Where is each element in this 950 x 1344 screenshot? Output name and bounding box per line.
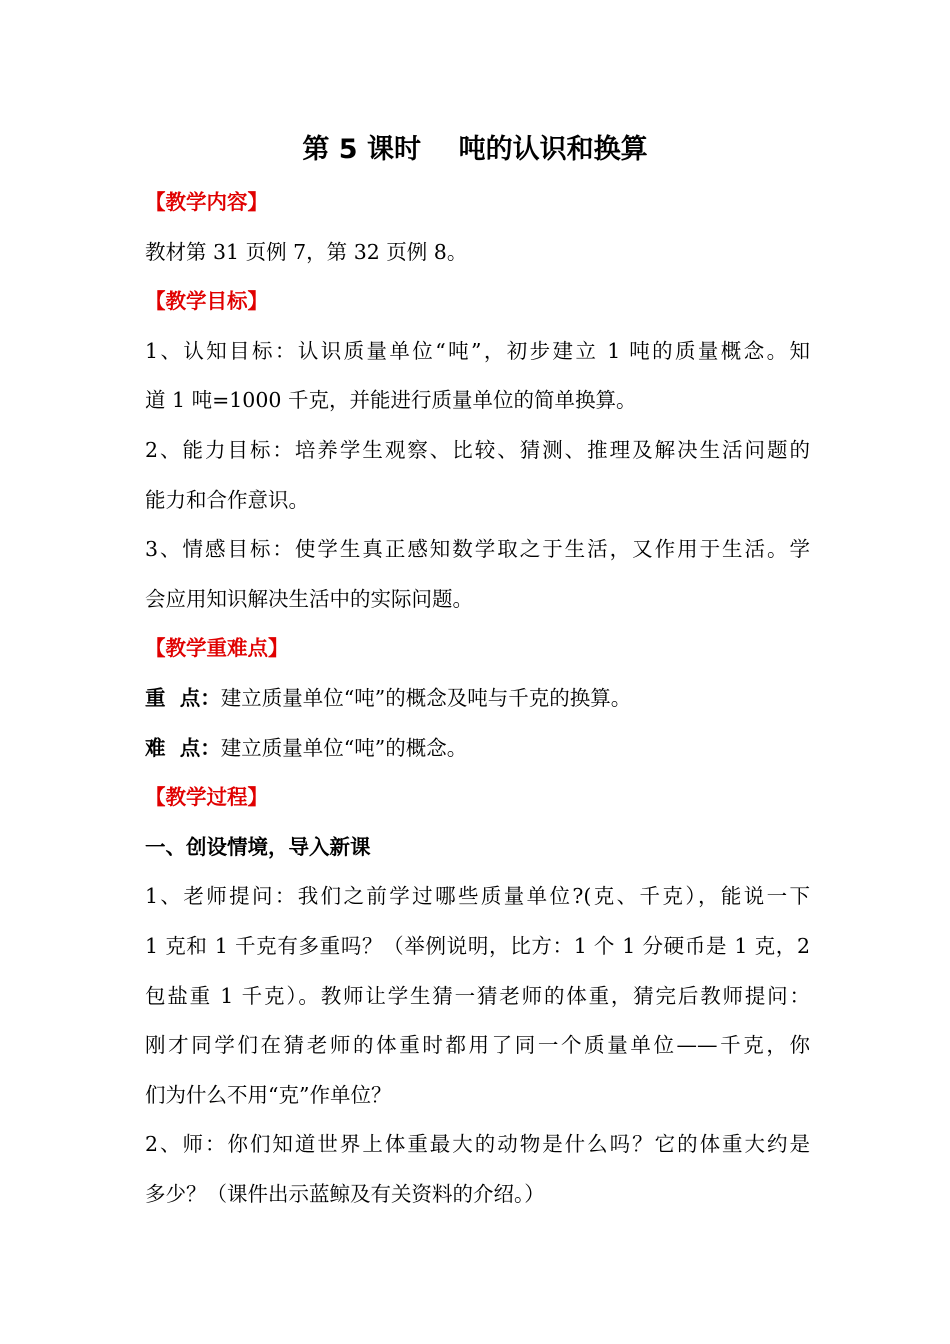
difficult-point-label: 难 点： [145,735,221,760]
paragraph-2-line-1: 2、师：你们知道世界上体重最大的动物是什么吗？它的体重大约是 [145,1132,810,1157]
key-point-label: 重 点： [145,685,221,710]
paragraph-1-line-3: 包盐重 1 千克）。教师让学生猜一猜老师的体重，猜完后教师提问： [145,983,810,1008]
section-heading-key-points: 【教学重难点】 [145,636,289,661]
paragraph-2-line-2: 多少？（课件出示蓝鲸及有关资料的介绍。） [145,1181,545,1206]
key-point-line [145,674,810,724]
paragraph-1-line-1: 1、老师提问：我们之前学过哪些质量单位?(克、千克），能说一下 [145,884,810,909]
section-heading-process: 【教学过程】 [145,785,268,810]
key-point-text: 建立质量单位“吨”的概念及吨与千克的换算。 [220,685,632,710]
difficult-point-text: 建立质量单位“吨”的概念。 [220,735,468,760]
goal-1-line-2: 道 1 吨=1000 千克，并能进行质量单位的简单换算。 [145,388,637,413]
difficult-point-line [145,724,810,774]
paragraph-1-line-2: 1 克和 1 千克有多重吗？（举例说明，比方：1 个 1 分硬币是 1 克，2 [145,933,810,958]
section-heading-goals: 【教学目标】 [145,289,268,314]
goal-3-line-2: 会应用知识解决生活中的实际问题。 [145,586,473,611]
paragraph-1-line-4: 刚才同学们在猜老师的体重时都用了同一个质量单位——千克，你 [145,1033,810,1058]
paragraph-1-line-5: 们为什么不用“克”作单位？ [145,1082,392,1107]
step-1-heading: 一、创设情境，导入新课 [145,834,371,859]
goal-2-line-1: 2、能力目标：培养学生观察、比较、猜测、推理及解决生活问题的 [145,437,810,462]
page-title: 第 5 课时 吨的认识和换算 [302,134,648,165]
goal-2-line-2: 能力和合作意识。 [145,487,309,512]
content-text: 教材第 31 页例 7，第 32 页例 8。 [145,239,468,264]
goal-3-line-1: 3、情感目标：使学生真正感知数学取之于生活，又作用于生活。学 [145,537,810,562]
goal-1-line-1: 1、认知目标：认识质量单位“吨”，初步建立 1 吨的质量概念。知 [145,338,810,363]
section-heading-content: 【教学内容】 [145,190,268,214]
document-body [145,178,810,1219]
